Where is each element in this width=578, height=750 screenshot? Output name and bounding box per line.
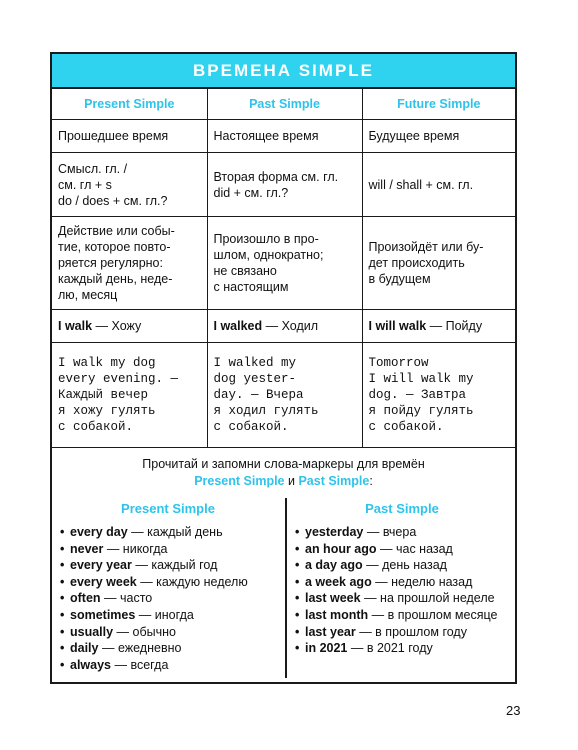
marker-en: last year (305, 624, 356, 639)
present-markers-column (52, 498, 284, 678)
list-item (60, 607, 284, 624)
marker-en: always (70, 657, 112, 672)
marker-en: usually (70, 624, 114, 639)
list-item (60, 624, 284, 641)
example-ru: — Ходил (262, 319, 319, 333)
line: Произошло в про- (213, 232, 319, 246)
example-ru: — Пойду (426, 319, 483, 333)
marker-en: sometimes (70, 607, 136, 622)
list-item (295, 541, 517, 558)
line: Вторая форма см. гл. (213, 169, 339, 184)
line: dog yester- (213, 372, 297, 386)
line: каждый день, неде- (58, 272, 173, 286)
line: я хожу гулять (58, 404, 156, 418)
list-item (60, 524, 284, 541)
marker-ru: — в прошлом месяце (368, 607, 498, 622)
list-item (295, 624, 517, 641)
cell-formation-present (52, 153, 207, 217)
cell-sentence-present (52, 343, 207, 448)
bullet-icon: • (60, 641, 65, 656)
cell-example-present (52, 310, 207, 343)
tenses-grid (52, 89, 515, 448)
example-en: I walk (58, 319, 93, 333)
marker-en: last month (305, 607, 369, 622)
line: Смысл. гл. / (58, 161, 128, 176)
tenses-table-frame (50, 52, 517, 684)
bullet-icon: • (295, 525, 300, 539)
cell-formation-future (362, 153, 515, 217)
bullet-icon: • (295, 591, 300, 606)
marker-en: an hour ago (305, 541, 377, 556)
example-ru: — Хожу (92, 319, 142, 333)
bullet-icon: • (295, 624, 300, 639)
marker-en: in 2021 (305, 641, 348, 656)
cell-time-present: Прошедшее время (52, 120, 207, 153)
marker-en: yesterday (305, 525, 364, 539)
line: я пойду гулять (368, 404, 474, 418)
line: с собакой. (213, 420, 289, 434)
list-item (60, 541, 284, 558)
table-row (52, 343, 515, 448)
marker-ru: — каждый день (127, 525, 223, 539)
list-item (60, 574, 284, 591)
table-row (52, 120, 515, 153)
line: с собакой. (58, 420, 134, 434)
marker-ru: — каждую неделю (136, 574, 248, 589)
cell-example-future (362, 310, 515, 343)
example-en: I will walk (368, 319, 427, 333)
bullet-icon: • (60, 525, 65, 539)
marker-ru: — в 2021 году (347, 641, 433, 656)
marker-ru: — иногда (135, 607, 194, 622)
intro-and: и (284, 474, 299, 488)
line: dog. — Завтра (368, 388, 467, 402)
marker-en: every year (70, 558, 132, 573)
marker-ru: — неделю назад (371, 574, 473, 589)
list-item (295, 524, 517, 541)
marker-en: every day (70, 525, 128, 539)
line: did + см. гл.? (213, 185, 289, 200)
table-row (52, 310, 515, 343)
marker-ru: — в прошлом году (355, 624, 467, 639)
marker-en: a week ago (305, 574, 372, 589)
header-past: Past Simple (207, 89, 362, 120)
line: тие, которое повто- (58, 240, 171, 254)
bullet-icon: • (60, 541, 65, 556)
list-item (295, 607, 517, 624)
list-item (295, 557, 517, 574)
bullet-icon: • (295, 558, 300, 573)
cell-usage-present (52, 217, 207, 310)
header-present: Present Simple (52, 89, 207, 120)
cell-usage-past (207, 217, 362, 310)
marker-ru: — ежедневно (98, 641, 182, 656)
header-future: Future Simple (362, 89, 515, 120)
line: шлом, однократно; (213, 248, 324, 262)
line: ряется регулярно: (58, 256, 163, 270)
line: will / shall + см. гл. (368, 177, 474, 192)
bullet-icon: • (60, 624, 65, 639)
list-item (60, 590, 284, 607)
list-item (60, 557, 284, 574)
cell-formation-past (207, 153, 362, 217)
cell-sentence-past (207, 343, 362, 448)
line: дет происходить (368, 256, 465, 270)
line: day. — Вчера (213, 388, 304, 402)
list-item (295, 574, 517, 591)
line: do / does + см. гл.? (58, 193, 168, 208)
marker-en: never (70, 541, 104, 556)
marker-ru: — никогда (103, 541, 168, 556)
marker-ru: — вчера (363, 525, 417, 539)
bullet-icon: • (295, 641, 300, 656)
line: every evening. — (58, 372, 179, 386)
list-item (295, 640, 517, 657)
past-markers-title: Past Simple (365, 501, 439, 516)
marker-en: every week (70, 574, 137, 589)
cell-time-past: Настоящее время (207, 120, 362, 153)
bullet-icon: • (60, 591, 65, 606)
bullet-icon: • (60, 558, 65, 573)
example-en: I walked (213, 319, 263, 333)
list-item (295, 590, 517, 607)
intro-line: Прочитай и запомни слова-маркеры для времён (142, 457, 425, 471)
past-markers-column (285, 498, 517, 678)
bullet-icon: • (295, 607, 300, 622)
time-markers-section (52, 450, 515, 682)
cell-sentence-future (362, 343, 515, 448)
cell-usage-future (362, 217, 515, 310)
line: Каждый вечер (58, 388, 149, 402)
marker-en: a day ago (305, 558, 363, 573)
table-row (52, 217, 515, 310)
marker-ru: — день назад (362, 558, 447, 573)
list-item (60, 640, 284, 657)
line: I will walk my (368, 372, 474, 386)
line: лю, месяц (58, 288, 118, 302)
past-markers-list (287, 524, 517, 657)
intro-present: Present Simple (194, 474, 285, 488)
cell-time-future: Будущее время (362, 120, 515, 153)
present-markers-list (52, 524, 284, 673)
marker-en: often (70, 591, 101, 606)
marker-ru: — на прошлой неделе (360, 591, 495, 606)
present-markers-title: Present Simple (121, 501, 215, 516)
marker-ru: — часто (100, 591, 153, 606)
bullet-icon: • (60, 607, 65, 622)
marker-ru: — час назад (376, 541, 453, 556)
cell-example-past (207, 310, 362, 343)
bullet-icon: • (60, 657, 65, 672)
line: я ходил гулять (213, 404, 319, 418)
line: Tomorrow (368, 356, 429, 370)
line: см. гл + s (58, 177, 112, 192)
bullet-icon: • (60, 574, 65, 589)
line: I walked my (213, 356, 297, 370)
line: с настоящим (213, 280, 289, 294)
intro-past: Past Simple (298, 474, 370, 488)
markers-intro (52, 456, 515, 490)
line: I walk my dog (58, 356, 156, 370)
line: в будущем (368, 272, 431, 286)
bullet-icon: • (295, 541, 300, 556)
table-title: ВРЕМЕНА SIMPLE (52, 54, 515, 89)
marker-en: last week (305, 591, 361, 606)
header-row (52, 89, 515, 120)
marker-ru: — обычно (113, 624, 176, 639)
bullet-icon: • (295, 574, 300, 589)
line: с собакой. (368, 420, 444, 434)
list-item (60, 657, 284, 674)
page-number: 23 (506, 703, 521, 718)
table-row (52, 153, 515, 217)
marker-ru: — каждый год (131, 558, 218, 573)
line: Произойдёт или бу- (368, 240, 484, 254)
line: Действие или собы- (58, 224, 175, 238)
line: не связано (213, 264, 277, 278)
intro-colon: : (369, 474, 373, 488)
marker-en: daily (70, 641, 99, 656)
marker-ru: — всегда (111, 657, 169, 672)
intro-line (52, 473, 515, 490)
